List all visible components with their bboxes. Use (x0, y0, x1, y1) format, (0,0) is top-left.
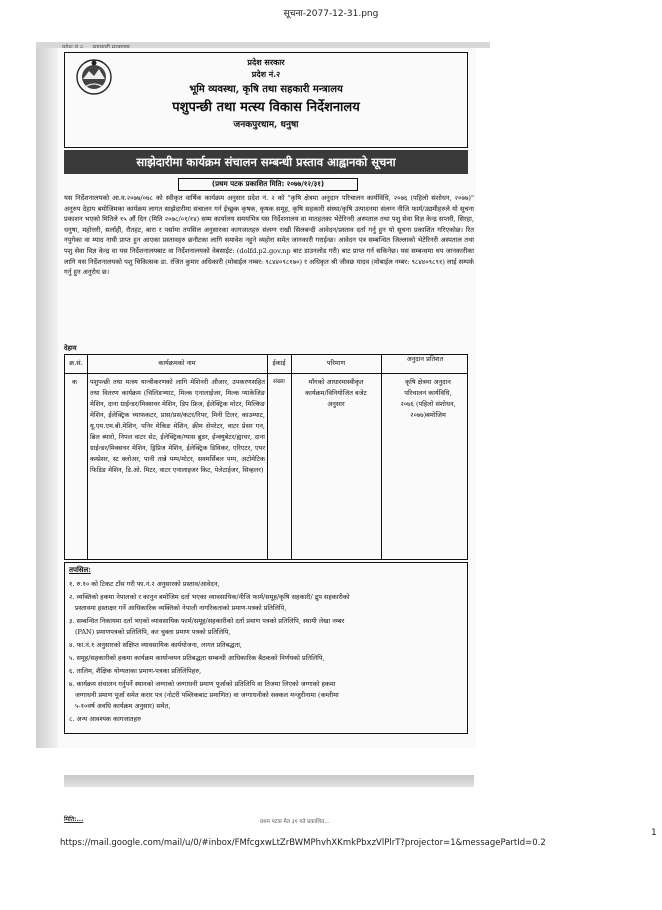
program-table (64, 354, 468, 560)
table-caption: देहाय (64, 344, 77, 352)
th-sn: क्र.सं. (69, 359, 83, 367)
list-item: ५-१०वर्ष अवधि कार्यक्रम अनुसार) समेत, (75, 702, 171, 710)
list-item: ७. कार्यक्रम संचालन गर्नुपर्ने स्थानको जग्गाको जग्गाधनी प्रमाण पूर्जाको प्रतिलिपि वा तिजमा लिएको जग्गाको हकमा (69, 680, 336, 688)
th-quantity: परिमाण (326, 359, 346, 367)
list-item: २. व्यक्तिको हकमा नेपालको र कानुन बमोजिम दर्ता भएका व्यावसायिक/नीजि फार्म/समूह/कृषि सहकारी/ द्रुप सहकारीको (69, 593, 350, 601)
location-line: जनकपुरधाम, धनुषा (233, 120, 299, 130)
list-item: ६. तालिम, शैक्षिक योग्यताका प्रमाण-पत्रका प्रतिलिपिहरु, (69, 667, 202, 675)
govt-line: प्रदेश सरकार (247, 57, 285, 67)
cell-name: पशुपन्छी तथा मत्स्य यान्त्रीकरणको लागि मेशिनरी औजार, उपकरणसहित तथा वितरण कार्यक्रम (चिलिङभ्याट, मिल्क एनालाईजर, मिल्क प्याकेजिङ मेशिन, दाना ग्राईन्डर/मिक्सचर मेशिन, डिप फ्रिज, ईलेक्ट्रिक मोटर, मिल्किङ मेशिन, ईलेक्ट्रिक च्याफकटर, प्रास/प्रस/कटर/रिपर, मिनी टिलर, काउम्याट, यू.एम.एम.बी.मेशिन, पनिर मेकिङ मेशिन, क्रीम सेपरेटर, वाटर प्रेसर गन, ब्रिल ब्यारो, निपल वाटर सेट, ईलेक्ट्रिक/ग्यास ब्रुडर, ईन्क्युबेटर/ह्याचर, दाना ग्राईन्डर/मिक्सचर मेशिन, ड्रिप्रिज मेशिन, ईलेक्ट्रिक डिविकर, एरिएटर, एयर कम्प्रेसर, स्ट क्लोअर, पानी तान्ने पम्प/मोटर, सवमर्सिबल पम्प, अटोमेटिक फिडिङ मेशिन, डि.ओ. मिटर, वाटर एनालाइजर किट, पेलेटाईजर, सिव्हलर) (90, 378, 265, 474)
browser-title: सूचना-2077-12-31.png (283, 9, 379, 19)
cell-sn: क (72, 378, 77, 386)
list-item: १. रु.१० को टिकट टाँस गरी फा.नं.२ अनुसारको प्रस्ताव/आवेदन, (69, 580, 220, 588)
cell-quantity: माँगको आधारमास्वीकृत कार्यक्रम/विनियोजित बजेट अनुसार (305, 378, 367, 408)
notice-banner: साझेदारीमा कार्यक्रम संचालन सम्बन्धी प्रस्ताव आह्वानको सूचना (64, 150, 468, 174)
directorate-line: पशुपन्छी तथा मत्स्य विकास निर्देशनालय (172, 100, 360, 115)
list-item: (PAN) प्रमाणपत्रको प्रतिलिपि, कर चुक्ता प्रमाण पत्रको प्रतिलिपि, (75, 628, 231, 636)
th-name: कार्यक्रमको नाम (158, 359, 196, 367)
bottom-left-fragment: मिति:... (64, 816, 84, 823)
requirements-title: तपसिल: (69, 565, 91, 574)
page-number: 1 (651, 828, 657, 838)
list-item: ४. फा.नं.१ अनुसारको संक्षिप्त व्यावसायिक कार्ययोजना, लागत प्रतिबद्धता, (69, 641, 242, 649)
requirements-list (64, 562, 468, 734)
th-subsidy: अनुदान प्रतिशत (406, 355, 444, 363)
th-unit: ईकाई (272, 359, 286, 367)
ministry-line: भूमि व्यवस्था, कृषि तथा सहकारी मन्त्रालय (189, 84, 343, 95)
list-item: जग्गाधनी प्रमाण पूर्जा समेत करार पत्र (नोटरी पब्लिकबाट प्रमाणित) वा जग्गाधनीको सक्कल मन्जुरीनामा (कम्तीमा (75, 691, 339, 699)
letterhead (64, 52, 468, 148)
list-item: ३. सम्बन्धित निकायमा दर्ता भएको व्यावसायिक फार्म/समूह/सहकारीको दर्ता प्रमाण पत्रको प्रतिलिपि, स्थायी लेखा नम्बर (69, 617, 345, 625)
cell-subsidy: कृषि क्षेत्रमा अनुदान परिचालन कार्यविधि, २०७६ (पहिलो संशोधन, २०७७)बमोजिम (400, 378, 456, 419)
left-shadow (36, 48, 58, 748)
publication-date: (प्रथम पटक प्रकाशित मिति: २०७७/१२/३१) (178, 178, 358, 191)
bottom-strip-fragment: प्रथम पटक मैत ३१ गते प्रकाशित... (260, 819, 330, 825)
list-item: प्रस्तावमा हस्ताक्षर गर्ने आधिकारिक व्यक्तिको नेपाली नागरिकताको प्रमाण-पत्रको प्रतिलिपि, (75, 604, 287, 612)
list-item: ५. समूह/सहकारीको हकमा कार्यक्रम कार्यान्वयन प्रतिबद्धता सम्बन्धी आधिकारिक बैठकको निर्णयको प्रतिलिपि, (69, 654, 325, 662)
bottom-gray-bar (64, 775, 474, 787)
province-line: प्रदेश नं.२ (251, 69, 281, 79)
list-item: ८. अन्य आवश्यक कागजातहरु (69, 715, 141, 723)
cell-unit: संख्या (273, 379, 285, 385)
notice-body: यस निर्देशनालयको आ.व.२०७७/०७८ को स्वीकृत वार्षिक कार्यक्रम अनुसार प्रदेश नं. २ को "कृषि क्षेत्रमा अनुदान परिचालन कार्यविधि, २०७६ (पहिलो संशोधन, २०७७)" अनुरुप देहाय बमोजिमका कार्यक्रम लागत साझेदारीमा संचालन गर्न ईच्छुक कृषक, कृषक समूह, कृषि सहकारी संस्था/कृषि उत्पादनमा संलग्न नीजि फार्म/उद्यमीहरुले यो सूचना प्रकाशन भएको मितिले १५ औं दिन (मिति २०७८/०१/१४) सम्म कार्यालय समयभित्र यस निर्देशनालय वा मातहतका भेटेरिनरी अस्पताल तथा पशु सेवा विज्ञ केन्द्र सप्तरी, सिरहा, धनुषा, महोत्तरी, सर्लाही, रौतहट, बारा र पर्सामा तपसिल अनुसारका कागजातहरु संलग्न राखी सिलबन्दी आवेदन/प्रस्ताव दर्ता गर्नु हुन यो सूचना प्रकाशित गरिएकोछ। रित नपुगेका वा म्याद नाघी प्राप्त हुन आएका प्रस्तावहरु छनौटका लागि समावेश नहुने व्यहोरा समेत जानकारी गराईन्छ। आवेदन पत्र सम्बन्धित जिल्लाको भेटेरिनरी अस्पताल तथा पशु सेवा विज्ञ केन्द्र वा यस निर्देशनालयबाट वा निर्देशनालयको वेबसाईट: (dolfd.p2.gov.np बाट डाउनलोड गरी) बाट प्राप्त गर्न सकिनेछ। यस सम्बन्धमा थप जानकारीका लागि यस निर्देशनालयको पशु चिकित्सक डा. रंजित कुमार अधिकारी (मोबाईल नम्बर: ९८४४०९८१७०) र अधिकृत श्री जीवछ यादव (मोबाईल नम्बर: ९८४४०९८९१) लाई सम्पर्क गर्नु हुन अनुरोध छ। (64, 194, 474, 277)
page-url: https://mail.google.com/mail/u/0/#inbox/FMfcgxwLtZrBWMPhvhXKmkPbxzVlPlrT?projector=1&messagePartId=0.2 (60, 838, 546, 848)
